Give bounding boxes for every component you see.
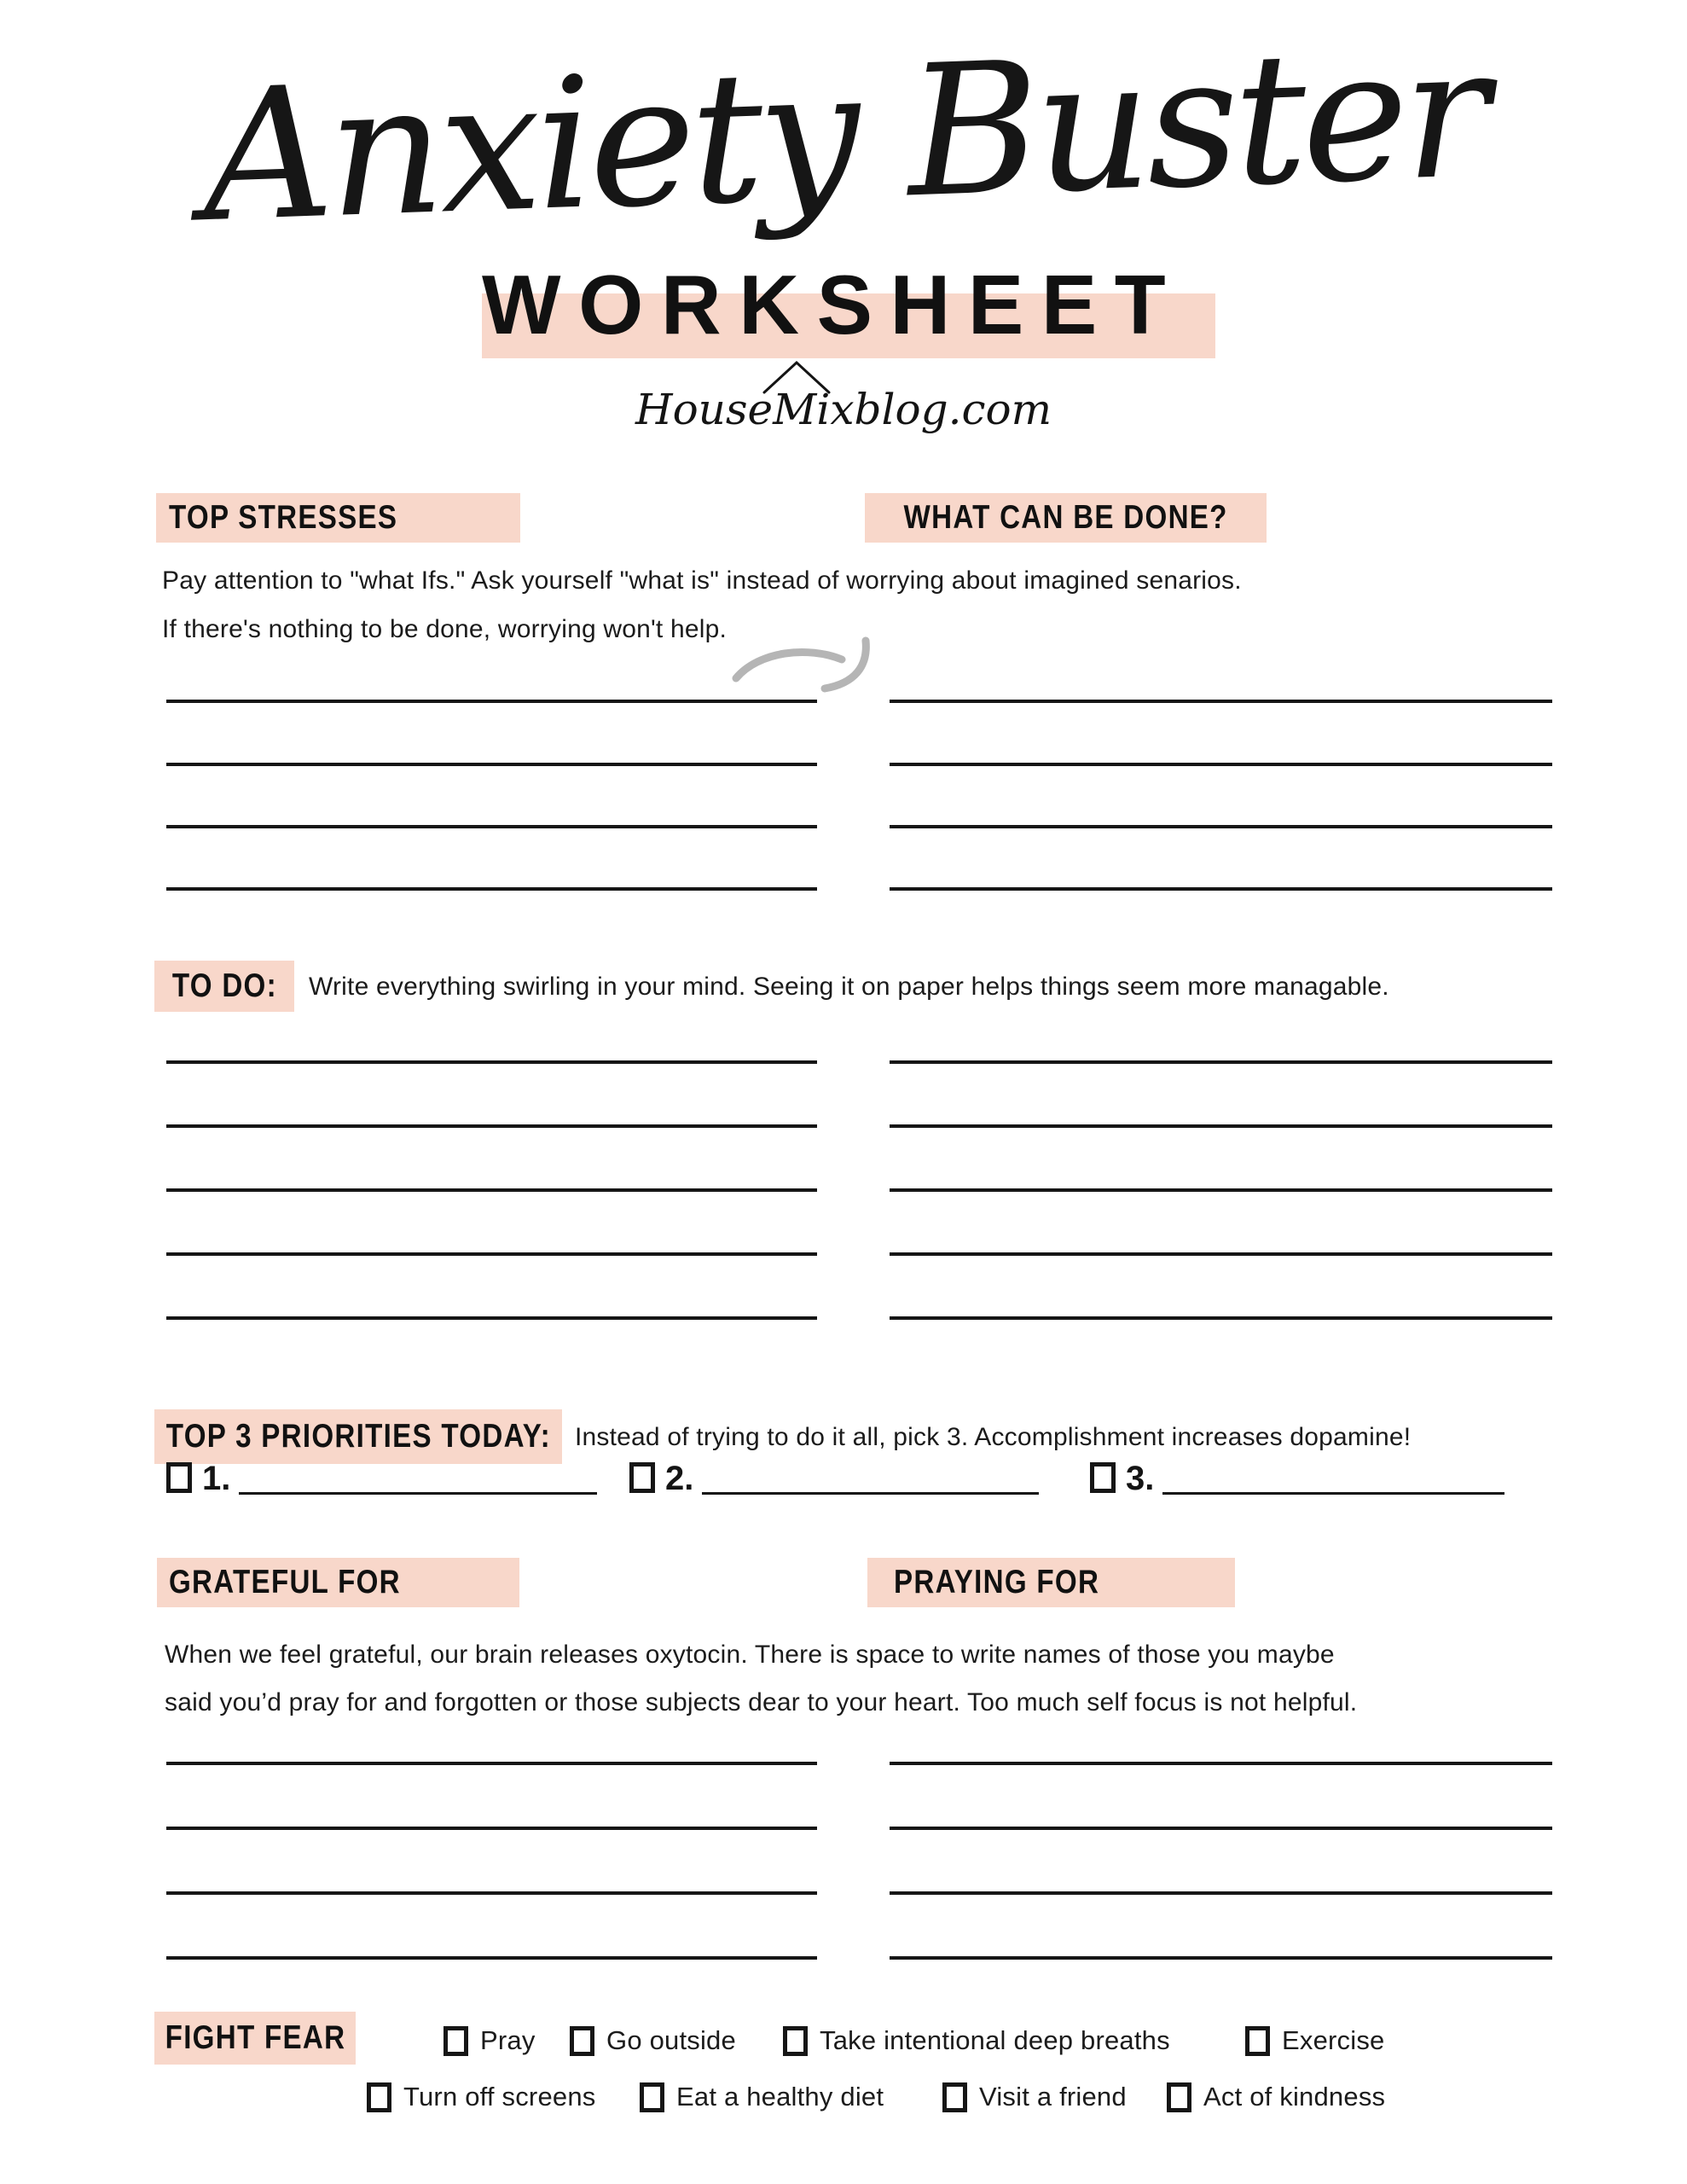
gratitude-intro-line2: said you’d pray for and forgotten or those subjects dear to your heart. Too much self focus is not helpful. [165,1688,1358,1716]
write-in-line[interactable] [890,1316,1552,1320]
write-in-line[interactable] [166,1252,817,1256]
to-do-header [154,961,294,1012]
stresses-intro-line2: If there's nothing to be done, worrying won't help. [162,615,728,643]
curved-arrow-icon [729,636,891,704]
what-can-be-done-header [865,493,1267,543]
priorities-header [154,1409,562,1464]
fight-fear-option [1245,2024,1384,2058]
praying-for-header [867,1558,1235,1607]
priorities-intro: Instead of trying to do it all, pick 3. Accomplishment increases dopamine! [575,1423,1412,1451]
top-stresses-label: TOP STRESSES [169,499,398,536]
fight-fear-option [1167,2080,1385,2114]
stresses-intro [162,556,1242,653]
fight-fear-option-label: Turn off screens [403,2082,596,2111]
top-stresses-header [156,493,520,543]
write-in-line[interactable] [166,1124,817,1128]
fight-fear-option-label: Visit a friend [979,2082,1127,2111]
title-script: Anxiety Buster [199,6,1488,263]
checkbox-icon[interactable] [640,2082,664,2112]
write-in-line[interactable] [166,1188,817,1192]
checkbox-icon[interactable] [629,1462,655,1493]
checkbox-icon[interactable] [942,2082,967,2112]
fight-fear-option [570,2024,736,2058]
fight-fear-option-label: Exercise [1282,2025,1385,2055]
write-in-line[interactable] [166,1891,817,1895]
site-logo: HouseMixblog.com [635,385,1052,434]
fight-fear-header [154,2012,356,2065]
priority-item-2 [629,1461,1039,1495]
write-in-line[interactable] [166,887,817,891]
write-in-line[interactable] [239,1463,597,1495]
write-in-line[interactable] [1162,1463,1504,1495]
write-in-line[interactable] [166,825,817,828]
priorities-label: TOP 3 PRIORITIES TODAY: [165,1418,551,1455]
fight-fear-option-label: Act of kindness [1203,2082,1386,2111]
fight-fear-option [783,2024,1170,2058]
checkbox-icon[interactable] [783,2026,808,2056]
write-in-line[interactable] [166,1762,817,1765]
to-do-intro: Write everything swirling in your mind. Seeing it on paper helps things seem more managable. [309,973,1389,1001]
write-in-line[interactable] [702,1463,1039,1495]
checkbox-icon[interactable] [1245,2026,1270,2056]
write-in-line[interactable] [890,1060,1552,1064]
checkbox-icon[interactable] [1167,2082,1191,2112]
checkbox-icon[interactable] [367,2082,391,2112]
write-in-line[interactable] [890,1124,1552,1128]
stresses-intro-line1: Pay attention to "what Ifs." Ask yourself "what is" instead of worrying about imagined senarios. [162,566,1242,595]
gratitude-intro-line1: When we feel grateful, our brain releases oxytocin. There is space to write names of those you maybe [165,1641,1335,1669]
fight-fear-option-label: Take intentional deep breaths [820,2025,1170,2055]
fight-fear-option-label: Go outside [606,2025,736,2055]
checkbox-icon[interactable] [166,1462,192,1493]
write-in-line[interactable] [166,700,817,703]
fight-fear-option-label: Pray [480,2025,536,2055]
priority-number: 1. [202,1460,231,1497]
write-in-line[interactable] [890,1188,1552,1192]
grateful-for-label: GRATEFUL FOR [169,1564,401,1600]
write-in-line[interactable] [166,763,817,766]
checkbox-icon[interactable] [1090,1462,1116,1493]
checkbox-icon[interactable] [570,2026,594,2056]
checkbox-icon[interactable] [443,2026,468,2056]
write-in-line[interactable] [166,1956,817,1960]
fight-fear-option [942,2080,1127,2114]
priority-number: 2. [665,1460,694,1497]
write-in-line[interactable] [166,1060,817,1064]
write-in-line[interactable] [890,1956,1552,1960]
write-in-line[interactable] [890,1252,1552,1256]
write-in-line[interactable] [166,1827,817,1830]
priority-item-1 [166,1461,597,1495]
priority-item-3 [1090,1461,1504,1495]
write-in-line[interactable] [890,1891,1552,1895]
write-in-line[interactable] [890,700,1552,703]
title-block: WORKSHEET [482,258,1184,351]
fight-fear-label: FIGHT FEAR [165,2019,345,2056]
write-in-line[interactable] [166,1316,817,1320]
grateful-for-header [157,1558,519,1607]
fight-fear-option [367,2080,595,2114]
write-in-line[interactable] [890,763,1552,766]
fight-fear-option [443,2024,536,2058]
fight-fear-option-label: Eat a healthy diet [676,2082,884,2111]
praying-for-label: PRAYING FOR [894,1564,1100,1600]
gratitude-intro [165,1631,1357,1727]
write-in-line[interactable] [890,1762,1552,1765]
write-in-line[interactable] [890,1827,1552,1830]
what-can-be-done-label: WHAT CAN BE DONE? [903,499,1228,536]
write-in-line[interactable] [890,887,1552,891]
to-do-label: TO DO: [171,967,277,1004]
priority-number: 3. [1126,1460,1155,1497]
write-in-line[interactable] [890,825,1552,828]
fight-fear-option [640,2080,884,2114]
